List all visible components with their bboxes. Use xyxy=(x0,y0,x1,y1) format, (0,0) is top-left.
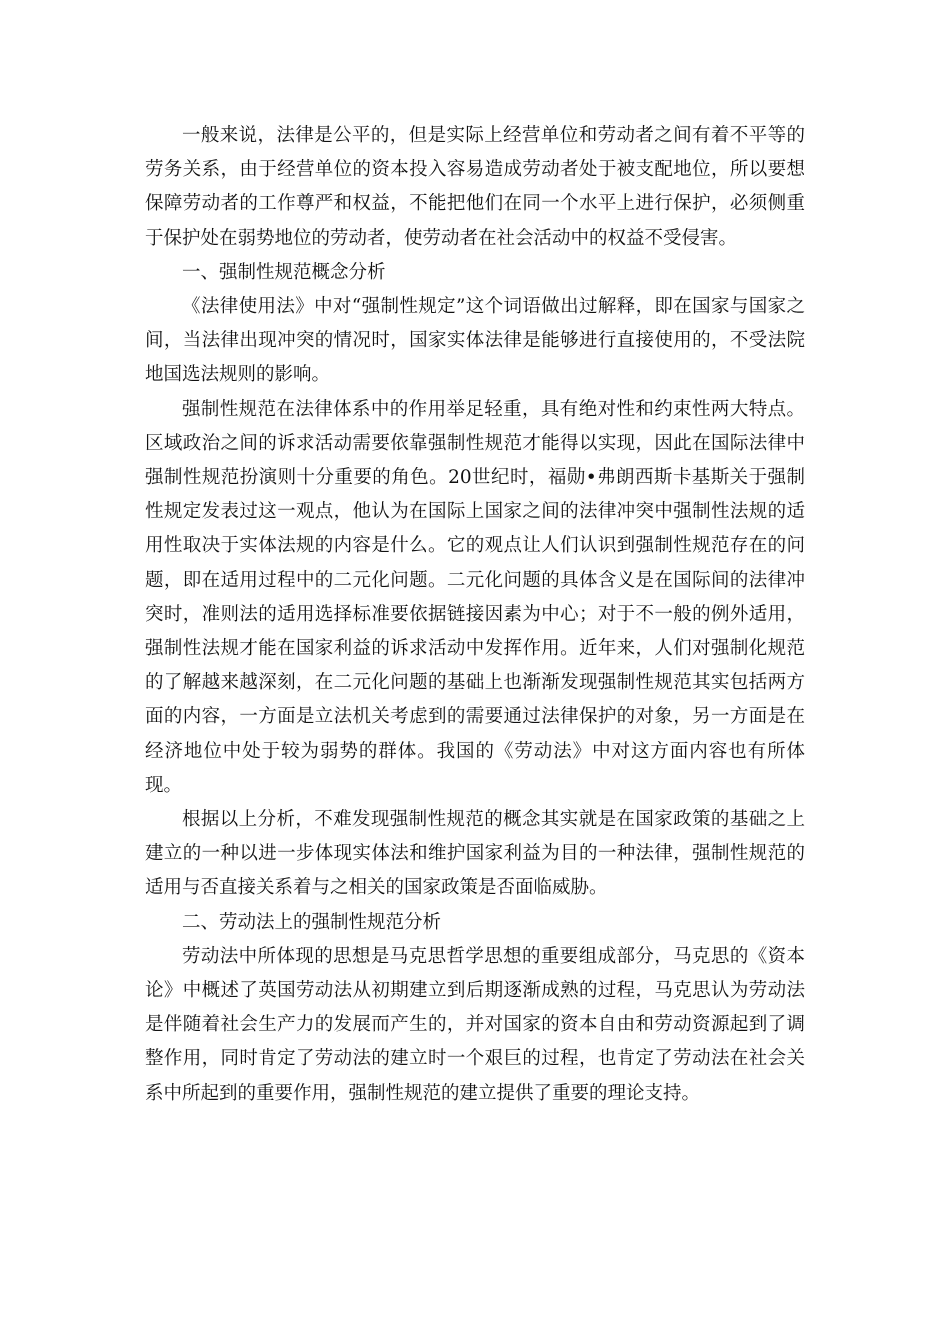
section-heading-2: 二、劳动法上的强制性规范分析 xyxy=(182,911,442,933)
paragraph-labor-law: 劳动法中所体现的思想是马克思哲学思想的重要组成部分，马克思的《资本论》中概述了英国劳动法从初期建立到后期逐渐成熟的过程，马克思认为劳动法是伴随着社会生产力的发展而产生的，并对国家的资本自由和劳动资源起到了调整作用，同时肯定了劳动法的建立时一个艰巨的过程，也肯定了劳动法在社会关系中所起到的重要作用，强制性规范的建立提供了重要的理论支持。 xyxy=(145,945,805,1104)
paragraph-definition: 《法律使用法》中对“强制性规定”这个词语做出过解释，即在国家与国家之间，当法律出现冲突的情况时，国家实体法律是能够进行直接使用的，不受法院地国选法规则的影响。 xyxy=(145,296,805,386)
section-heading-1: 一、强制性规范概念分析 xyxy=(182,261,386,283)
document-body xyxy=(145,119,805,1111)
paragraph-summary: 根据以上分析，不难发现强制性规范的概念其实就是在国家政策的基础之上建立的一种以进一步体现实体法和维护国家利益为目的一种法律，强制性规范的适用与否直接关系着与之相关的国家政策是否面临威胁。 xyxy=(145,809,805,899)
paragraph-role: 强制性规范在法律体系中的作用举足轻重，具有绝对性和约束性两大特点。区域政治之间的诉求活动需要依靠强制性规范才能得以实现，因此在国际法律中强制性规范扮演则十分重要的角色。20世纪时，福勋•弗朗西斯卡基斯关于强制性规定发表过这一观点，他认为在国际上国家之间的法律冲突中强制性法规的适用性取决于实体法规的内容是什么。它的观点让人们认识到强制性规范存在的问题，即在适用过程中的二元化问题。二元化问题的具体含义是在国际间的法律冲突时，准则法的适用选择标准要依据链接因素为中心；对于不一般的例外适用，强制性法规才能在国家利益的诉求活动中发挥作用。近年来，人们对强制化规范的了解越来越深刻，在二元化问题的基础上也渐渐发现强制性规范其实包括两方面的内容，一方面是立法机关考虑到的需要通过法律保护的对象，另一方面是在经济地位中处于较为弱势的群体。我国的《劳动法》中对这方面内容也有所体现。 xyxy=(145,398,805,796)
paragraph-intro: 一般来说，法律是公平的，但是实际上经营单位和劳动者之间有着不平等的劳务关系，由于经营单位的资本投入容易造成劳动者处于被支配地位，所以要想保障劳动者的工作尊严和权益，不能把他们在同一个水平上进行保护，必须侧重于保护处在弱势地位的劳动者，使劳动者在社会活动中的权益不受侵害。 xyxy=(145,125,805,249)
